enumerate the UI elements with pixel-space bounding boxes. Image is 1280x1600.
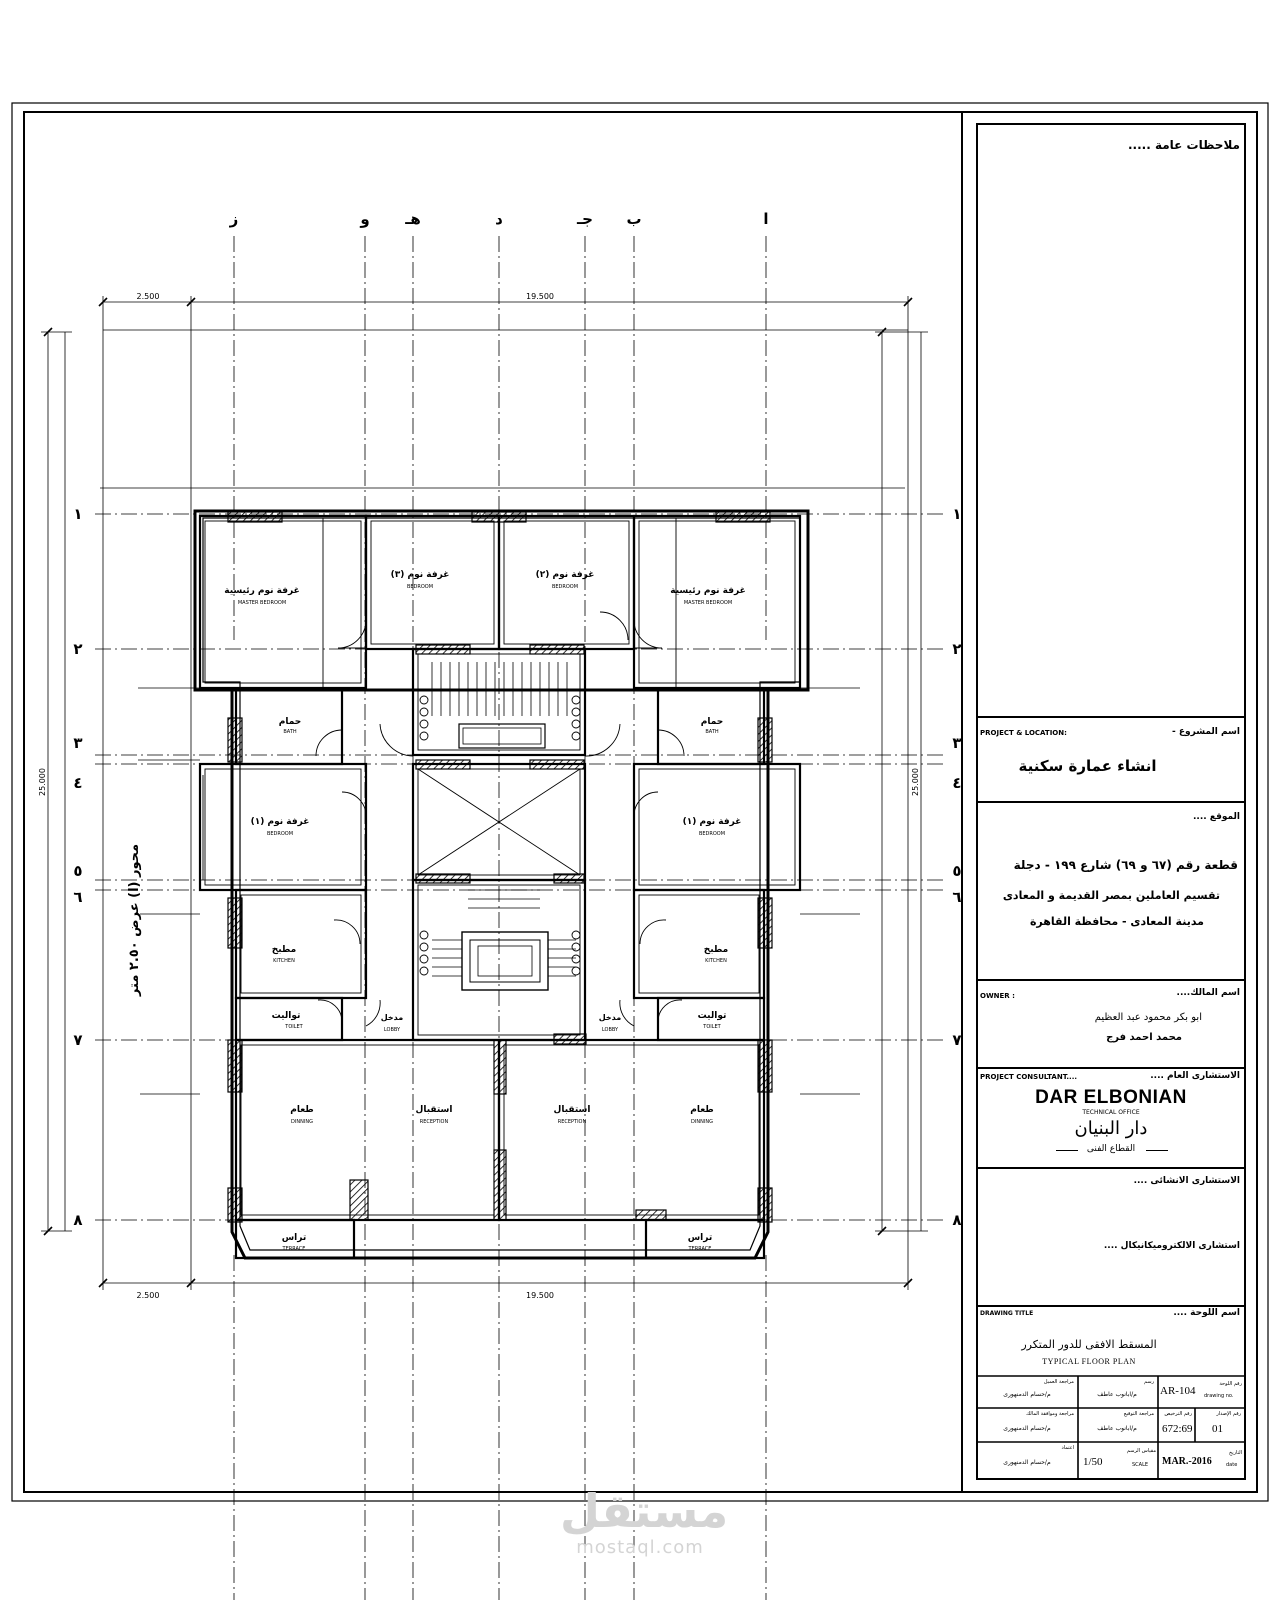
stairs-bottom bbox=[432, 890, 576, 976]
room-bath-left-ar: حمام bbox=[278, 717, 302, 727]
row2-label-3: رقم الترخيص bbox=[1164, 1411, 1192, 1417]
room-terrace-left-ar: تراس bbox=[281, 1233, 307, 1243]
row2-value-2: م/ابانوب عاطف bbox=[1097, 1425, 1137, 1432]
room-master-right-en: MASTER BEDROOM bbox=[683, 600, 733, 606]
handrail-posts bbox=[420, 696, 580, 975]
owner-name-1: ابو بكر محمود عبد العظيم bbox=[1094, 1012, 1202, 1023]
project-name: انشاء عمارة سكنية bbox=[1018, 757, 1157, 775]
room-dining-right-ar: طعام bbox=[690, 1105, 714, 1115]
owner-label-ar: اسم المالك.... bbox=[1176, 988, 1240, 998]
room-bed1-right-ar: غرفة نوم (١) bbox=[682, 817, 742, 827]
row3-label-3-en: date bbox=[1226, 1462, 1238, 1468]
room-bed3-en: BEDROOM bbox=[406, 584, 434, 590]
room-toilet-left-en: TOILET bbox=[285, 1024, 303, 1030]
grid-letter-a-top: ا bbox=[763, 210, 769, 228]
room-dining-right-en: DINNING bbox=[691, 1119, 713, 1125]
row3-label-2-en: SCALE bbox=[1132, 1462, 1149, 1468]
row3-value-1: م/حسام الدمنهورى bbox=[1003, 1459, 1051, 1466]
grid-letter-d-top: د bbox=[495, 210, 503, 228]
room-bed1-left-en: BEDROOM bbox=[266, 831, 294, 837]
firm-underline-right bbox=[1146, 1150, 1168, 1151]
license-number: 672:69 bbox=[1162, 1423, 1193, 1435]
grid-letter-w-top: و bbox=[360, 210, 370, 228]
consultant-label-ar: الاستشارى العام .... bbox=[1150, 1071, 1240, 1081]
dim-top-main: 19.500 bbox=[526, 292, 554, 301]
grid-num-7-left: ٧ bbox=[73, 1031, 83, 1049]
exterior-walls-inner bbox=[203, 518, 800, 1250]
consultant-label-en: PROJECT CONSULTANT.... bbox=[980, 1073, 1078, 1081]
grid-num-2-right: ٢ bbox=[952, 640, 962, 658]
room-bed2-ar: غرفة نوم (٢) bbox=[535, 570, 595, 580]
dimension-texts bbox=[38, 292, 920, 1300]
firm-subtitle-ar: القطاع الفنى bbox=[1086, 1144, 1136, 1154]
drawing-title-label-en: DRAWING TITLE bbox=[980, 1310, 1034, 1317]
site-line-2: تقسيم العاملين بمصر القديمة و المعادى bbox=[1002, 889, 1220, 902]
room-toilet-right-en: TOILET bbox=[703, 1024, 721, 1030]
room-dining-left-ar: طعام bbox=[290, 1105, 314, 1115]
room-lobby-right-en: LOBBY bbox=[601, 1027, 619, 1033]
grid-letter-h-top: هـ bbox=[405, 210, 421, 228]
room-toilet-left-ar: تواليت bbox=[271, 1011, 301, 1021]
watermark bbox=[560, 1484, 729, 1558]
side-axis-label: محور (ا) عرض ٢.٥٠ متر bbox=[127, 843, 142, 997]
row2-label-4: رقم الإصدار bbox=[1216, 1411, 1241, 1417]
row1-label-2: رسم bbox=[1144, 1379, 1154, 1385]
scale-value: 1/50 bbox=[1083, 1456, 1103, 1468]
grid-num-3-right: ٣ bbox=[952, 734, 962, 752]
room-terrace-right-ar: تراس bbox=[687, 1233, 713, 1243]
row1-label-1: مراجعة العميل bbox=[1043, 1379, 1074, 1385]
owner-label-en: OWNER : bbox=[980, 992, 1015, 1000]
grid-num-1-left: ١ bbox=[73, 505, 83, 523]
grid-num-4-left: ٤ bbox=[73, 774, 83, 792]
grid-axes-horizontal bbox=[95, 514, 945, 1220]
grid-num-4-right: ٤ bbox=[952, 774, 962, 792]
dim-bottom-main: 19.500 bbox=[526, 1291, 554, 1300]
dim-top-left: 2.500 bbox=[136, 292, 160, 301]
drawing-title-label-ar: اسم اللوحة .... bbox=[1173, 1308, 1240, 1318]
firm-subtitle: TECHNICAL OFFICE bbox=[1082, 1109, 1140, 1116]
row3-label-1: اعتماد bbox=[1061, 1445, 1074, 1451]
row3-label-3: التاريخ bbox=[1229, 1450, 1242, 1456]
drawing-number: AR-104 bbox=[1160, 1385, 1196, 1397]
row2-label-2: مراجعة التوقيع bbox=[1123, 1411, 1154, 1417]
drawing-title-ar: المسقط الافقى للدور المتكرر bbox=[1021, 1338, 1157, 1351]
firm-name-en: DAR ELBONIAN bbox=[1035, 1087, 1187, 1108]
room-reception-left-en: RECEPTION bbox=[419, 1119, 449, 1125]
room-reception-left-ar: استقبال bbox=[415, 1105, 453, 1115]
watermark-logo-ar: مستقل bbox=[560, 1484, 729, 1538]
door-swings bbox=[316, 612, 684, 1026]
room-reception-right-ar: استقبال bbox=[553, 1105, 591, 1115]
grid-num-6-right: ٦ bbox=[952, 888, 962, 906]
row1-value-1: م/حسام الدمنهورى bbox=[1003, 1391, 1051, 1398]
structural-label: الاستشارى الانشائى .... bbox=[1133, 1176, 1240, 1186]
grid-num-5-right: ٥ bbox=[952, 862, 962, 880]
drawing-title: TYPICAL FLOOR PLAN bbox=[1042, 1357, 1136, 1366]
row1-label-3-en: drawing no. bbox=[1204, 1393, 1234, 1399]
room-lobby-left-ar: مدخل bbox=[380, 1013, 404, 1022]
room-lobby-right-ar: مدخل bbox=[598, 1013, 622, 1022]
grid-num-8-right: ٨ bbox=[952, 1211, 962, 1229]
exterior-walls bbox=[195, 511, 808, 1258]
room-kitchen-right-ar: مطبخ bbox=[703, 945, 729, 955]
room-bath-left-en: BATH bbox=[283, 729, 297, 735]
row1-value-2: م/ابانوب عاطف bbox=[1097, 1391, 1137, 1398]
grid-numbers bbox=[73, 505, 961, 1229]
row3-label-2: مقياس الرسم bbox=[1126, 1448, 1156, 1454]
grid-num-7-right: ٧ bbox=[952, 1031, 962, 1049]
interior-walls bbox=[200, 516, 800, 1258]
grid-letter-b-top: ب bbox=[626, 210, 642, 228]
room-dining-left-en: DINNING bbox=[291, 1119, 313, 1125]
grid-letter-j-top: جـ bbox=[577, 210, 593, 228]
room-master-left-en: MASTER BEDROOM bbox=[237, 600, 287, 606]
room-kitchen-left-en: KITCHEN bbox=[273, 958, 295, 964]
grid-num-2-left: ٢ bbox=[73, 640, 83, 658]
notes-label: ملاحظات عامة ..... bbox=[1127, 138, 1240, 152]
row2-value-1: م/حسام الدمنهورى bbox=[1003, 1425, 1051, 1432]
site-line-1: قطعة رقم (٦٧ و ٦٩) شارع ١٩٩ - دجلة bbox=[1013, 858, 1238, 872]
room-kitchen-right-en: KITCHEN bbox=[705, 958, 727, 964]
project-label-en: PROJECT & LOCATION: bbox=[980, 729, 1067, 737]
grid-letter-z-top: ز bbox=[229, 210, 239, 228]
grid-num-8-left: ٨ bbox=[73, 1211, 83, 1229]
row1-label-3: رقم اللوحة bbox=[1219, 1381, 1242, 1387]
site-label: الموقع .... bbox=[1193, 812, 1240, 822]
room-terrace-right-en: TERRACE bbox=[688, 1246, 712, 1252]
grid-num-5-left: ٥ bbox=[73, 862, 83, 880]
owner-name-2: محمد احمد فرج bbox=[1106, 1032, 1182, 1043]
dimension-ticks bbox=[44, 298, 912, 1287]
room-bath-right-ar: حمام bbox=[700, 717, 724, 727]
project-label-ar: اسم المشروع - bbox=[1172, 727, 1240, 737]
room-bath-right-en: BATH bbox=[705, 729, 719, 735]
room-terrace-left-en: TERRACE bbox=[282, 1246, 306, 1252]
grid-axes-vertical bbox=[234, 236, 766, 1600]
grid-num-6-left: ٦ bbox=[73, 888, 83, 906]
row2-label-1: مراجعة وموافقة المالك bbox=[1026, 1411, 1074, 1417]
room-bed1-right-en: BEDROOM bbox=[698, 831, 726, 837]
room-bed2-en: BEDROOM bbox=[551, 584, 579, 590]
room-bed3-ar: غرفة نوم (٣) bbox=[390, 570, 450, 580]
dim-left-total: 25.000 bbox=[38, 768, 47, 796]
room-master-left-ar: غرفة نوم رئيسية bbox=[224, 586, 300, 596]
room-bed1-left-ar: غرفة نوم (١) bbox=[250, 817, 310, 827]
grid-num-3-left: ٣ bbox=[73, 734, 83, 752]
room-lobby-left-en: LOBBY bbox=[383, 1027, 401, 1033]
firm-underline-left bbox=[1056, 1150, 1078, 1151]
room-kitchen-left-ar: مطبخ bbox=[271, 945, 297, 955]
site-line-3: مدينة المعادى - محافظة القاهرة bbox=[1029, 915, 1204, 928]
grid-num-1-right: ١ bbox=[952, 505, 962, 523]
room-master-right-ar: غرفة نوم رئيسية bbox=[670, 586, 746, 596]
watermark-url: mostaql.com bbox=[576, 1537, 704, 1558]
dim-bottom-left: 2.500 bbox=[136, 1291, 160, 1300]
electro-label: استشارى الالكتروميكانيكال .... bbox=[1103, 1241, 1240, 1251]
dim-right-total: 25.000 bbox=[911, 768, 920, 796]
room-reception-right-en: RECEPTION bbox=[557, 1119, 587, 1125]
room-toilet-right-ar: تواليت bbox=[697, 1011, 727, 1021]
room-labels bbox=[224, 570, 746, 1252]
firm-name-ar: دار البنيان bbox=[1074, 1118, 1148, 1139]
date-value: MAR.-2016 bbox=[1162, 1456, 1212, 1467]
issue-number: 01 bbox=[1212, 1423, 1223, 1435]
